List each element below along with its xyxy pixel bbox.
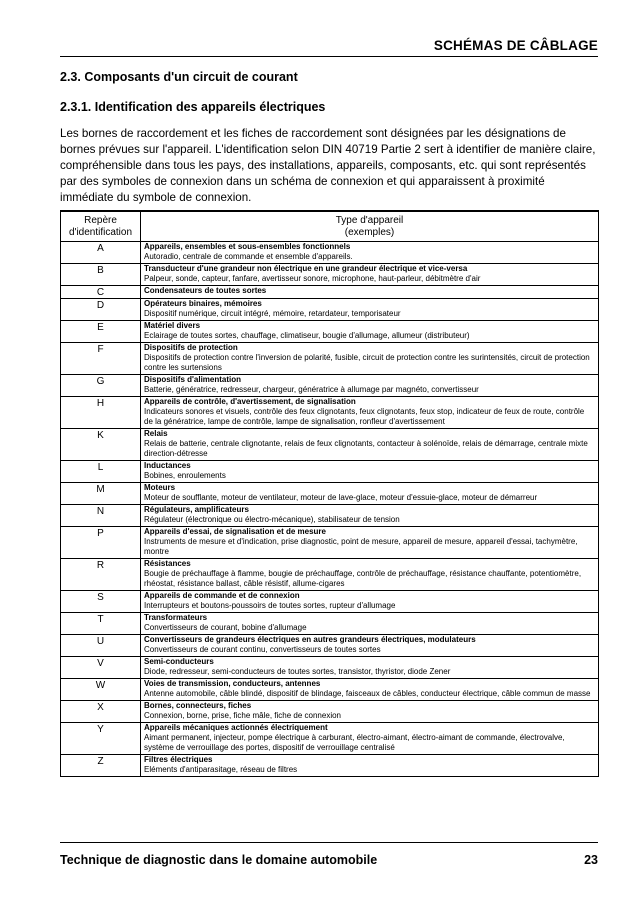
row-type-examples: Eléments d'antiparasitage, réseau de filtres [144, 765, 298, 774]
table-body [61, 242, 599, 777]
header-rule [60, 56, 598, 57]
row-type-examples: Aimant permanent, injecteur, pompe électrique à carburant, électro-aimant, électro-aimant de commande, électrovalve, système de verrouillage des portes, dispositif de verrouillage centralisé [144, 733, 565, 752]
row-type-examples: Palpeur, sonde, capteur, fanfare, avertisseur sonore, microphone, haut-parleur, débitmètre d'air [144, 274, 481, 283]
table-row [61, 375, 599, 397]
row-code: X [61, 701, 141, 723]
row-code: C [61, 286, 141, 299]
row-type-examples: Régulateur (électronique ou électro-mécanique), stabilisateur de tension [144, 515, 400, 524]
table-row [61, 429, 599, 461]
row-type-title: Appareils mécaniques actionnés électriquement [144, 723, 328, 732]
footer-title: Technique de diagnostic dans le domaine automobile [60, 853, 378, 867]
row-type-examples: Antenne automobile, câble blindé, dispositif de blindage, faisceaux de câbles, conducteur électrique, câble commun de masse [144, 689, 591, 698]
row-type [141, 299, 599, 321]
row-code: P [61, 527, 141, 559]
row-type-examples: Bobines, enroulements [144, 471, 226, 480]
row-type [141, 242, 599, 264]
table-row [61, 701, 599, 723]
row-type [141, 723, 599, 755]
column-header-type-line2: (exemples) [344, 227, 395, 238]
row-type-title: Appareils, ensembles et sous-ensembles fonctionnels [144, 242, 351, 251]
row-type [141, 679, 599, 701]
designation-table [60, 210, 599, 777]
row-code: W [61, 679, 141, 701]
table-row [61, 613, 599, 635]
row-type-title: Dispositifs d'alimentation [144, 375, 242, 384]
table-row [61, 242, 599, 264]
row-type [141, 657, 599, 679]
row-type-examples: Bougie de préchauffage à flamme, bougie de préchauffage, contrôle de préchauffage, résistance chauffante, potentiomètre, rhéostat, résistance ballast, câble résistif, allume-cigares [144, 569, 582, 588]
row-type-examples: Dispositif numérique, circuit intégré, mémoire, retardateur, temporisateur [144, 309, 401, 318]
row-type-examples: Diode, redresseur, semi-conducteurs de toutes sortes, transistor, thyristor, diode Zener [144, 667, 451, 676]
row-code: T [61, 613, 141, 635]
row-code: G [61, 375, 141, 397]
table-row [61, 299, 599, 321]
column-header-code-line1: Repère [84, 215, 117, 226]
row-type [141, 321, 599, 343]
row-type-examples: Batterie, génératrice, redresseur, chargeur, génératrice à allumage par magnéto, convertisseur [144, 385, 479, 394]
table-row [61, 397, 599, 429]
row-code: Z [61, 755, 141, 777]
row-type-examples: Convertisseurs de courant continu, convertisseurs de toutes sortes [144, 645, 381, 654]
row-type [141, 755, 599, 777]
row-type [141, 397, 599, 429]
row-type-title: Appareils d'essai, de signalisation et de mesure [144, 527, 326, 536]
row-type-title: Transducteur d'une grandeur non électrique en une grandeur électrique et vice-versa [144, 264, 468, 273]
column-header-type [141, 211, 599, 242]
row-type-title: Moteurs [144, 483, 176, 492]
row-code: H [61, 397, 141, 429]
row-type-title: Bornes, connecteurs, fiches [144, 701, 252, 710]
subsection-title: 2.3.1. Identification des appareils électriques [60, 100, 326, 114]
row-code: R [61, 559, 141, 591]
row-type-examples: Instruments de mesure et d'indication, prise diagnostic, point de mesure, appareil de mesure, appareil d'essai, tachymètre, montre [144, 537, 578, 556]
row-type [141, 613, 599, 635]
row-type-title: Dispositifs de protection [144, 343, 238, 352]
row-type-examples: Connexion, borne, prise, fiche mâle, fiche de connexion [144, 711, 342, 720]
table-row [61, 635, 599, 657]
row-type-title: Opérateurs binaires, mémoires [144, 299, 262, 308]
row-type [141, 264, 599, 286]
row-code: L [61, 461, 141, 483]
row-code: N [61, 505, 141, 527]
row-type-title: Appareils de contrôle, d'avertissement, de signalisation [144, 397, 356, 406]
row-type-examples: Interrupteurs et boutons-poussoirs de toutes sortes, rupteur d'allumage [144, 601, 396, 610]
row-type [141, 505, 599, 527]
row-code: B [61, 264, 141, 286]
row-type [141, 343, 599, 375]
row-type [141, 635, 599, 657]
table-row [61, 343, 599, 375]
row-code: Y [61, 723, 141, 755]
table-row [61, 679, 599, 701]
row-code: S [61, 591, 141, 613]
row-code: F [61, 343, 141, 375]
row-type-title: Matériel divers [144, 321, 201, 330]
row-code: M [61, 483, 141, 505]
row-type [141, 591, 599, 613]
table-header-row [61, 211, 599, 242]
row-code: K [61, 429, 141, 461]
table-row [61, 657, 599, 679]
table-row [61, 264, 599, 286]
intro-paragraph: Les bornes de raccordement et les fiches de raccordement sont désignées par les désignations de bornes prévues sur l'appareil. L'identification selon DIN 40719 Partie 2 sert à identifier de manière claire, compréhensible dans tous les pays, des installations, appareils, composants, etc. qui sont représentés par des symboles de connexion dans un schéma de connexion et qui apparaissent à proximité immédiate du symbole de connexion. [60, 127, 596, 205]
table-row [61, 321, 599, 343]
row-type [141, 429, 599, 461]
column-header-code [61, 211, 141, 242]
row-type-examples: Eclairage de toutes sortes, chauffage, climatiseur, bougie d'allumage, allumeur (distributeur) [144, 331, 470, 340]
column-header-type-line1: Type d'appareil [335, 215, 404, 226]
row-type-title: Semi-conducteurs [144, 657, 214, 666]
table-row [61, 483, 599, 505]
row-type-examples: Dispositifs de protection contre l'inversion de polarité, fusible, circuit de protection contre les surintensités, circuit de protection contre les surtensions [144, 353, 590, 372]
section-title: 2.3. Composants d'un circuit de courant [60, 70, 298, 84]
row-type-examples: Indicateurs sonores et visuels, contrôle des feux clignotants, feux clignotants, feux stop, indicateur de feux de route, contrôle de la génératrice, lampe de contrôle, lampe de signalisation, ronfleur d'avertissement [144, 407, 585, 426]
table-row [61, 591, 599, 613]
row-code: U [61, 635, 141, 657]
row-type [141, 461, 599, 483]
page-number: 23 [584, 853, 598, 867]
row-type-title: Voies de transmission, conducteurs, antennes [144, 679, 321, 688]
row-code: V [61, 657, 141, 679]
row-type-title: Filtres électriques [144, 755, 213, 764]
row-type-title: Transformateurs [144, 613, 208, 622]
footer-rule [60, 842, 598, 843]
row-type-examples: Relais de batterie, centrale clignotante, relais de feux clignotants, contacteur à solénoïde, relais de démarrage, centrale mixte direction-détresse [144, 439, 588, 458]
row-type [141, 701, 599, 723]
row-type-examples: Moteur de soufflante, moteur de ventilateur, moteur de lave-glace, moteur d'essuie-glace, moteur de démarreur [144, 493, 538, 502]
row-type-title: Inductances [144, 461, 191, 470]
row-type-title: Régulateurs, amplificateurs [144, 505, 249, 514]
row-type [141, 375, 599, 397]
table-row [61, 286, 599, 299]
row-type-title: Condensateurs de toutes sortes [144, 286, 267, 295]
table-row [61, 723, 599, 755]
row-type [141, 286, 599, 299]
table-row [61, 461, 599, 483]
row-type-title: Résistances [144, 559, 191, 568]
column-header-code-line2: d'identification [68, 227, 133, 238]
table-row [61, 527, 599, 559]
row-code: E [61, 321, 141, 343]
row-type [141, 527, 599, 559]
row-type [141, 559, 599, 591]
table-row [61, 505, 599, 527]
table-row [61, 755, 599, 777]
row-code: D [61, 299, 141, 321]
row-type-examples: Autoradio, centrale de commande et ensemble d'appareils. [144, 252, 353, 261]
row-code: A [61, 242, 141, 264]
row-type-title: Convertisseurs de grandeurs électriques en autres grandeurs électriques, modulateurs [144, 635, 476, 644]
table-row [61, 559, 599, 591]
row-type [141, 483, 599, 505]
row-type-title: Relais [144, 429, 168, 438]
row-type-examples: Convertisseurs de courant, bobine d'allumage [144, 623, 307, 632]
header-title: SCHÉMAS DE CÂBLAGE [433, 38, 598, 53]
row-type-title: Appareils de commande et de connexion [144, 591, 300, 600]
